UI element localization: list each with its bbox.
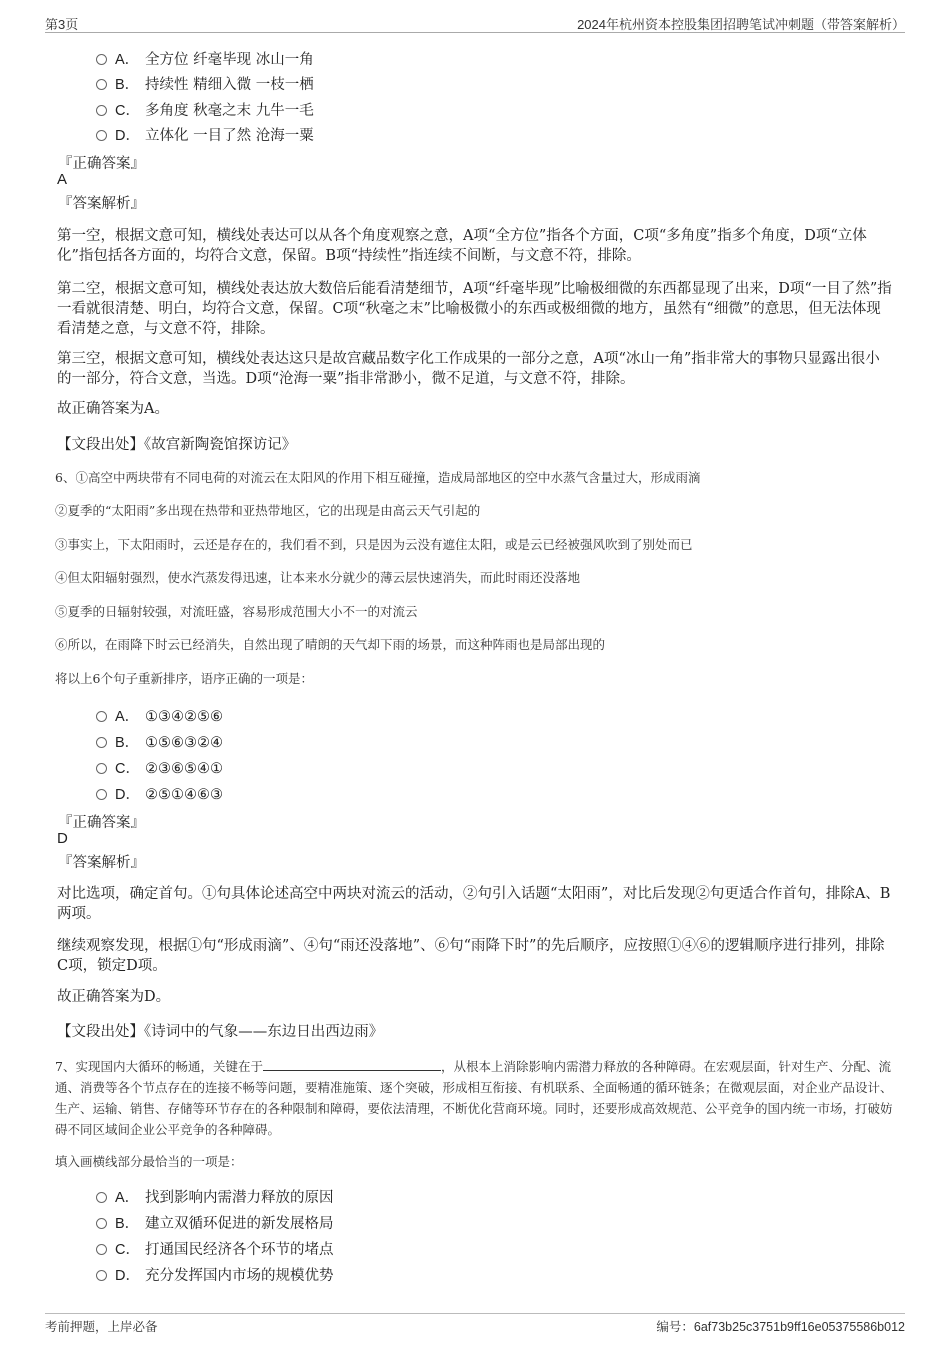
- option-letter: D．: [115, 128, 140, 144]
- option-text: 立体化 一目了然 沧海一粟: [145, 128, 314, 144]
- option-letter: D．: [115, 787, 140, 803]
- q6-analysis-1: 对比选项，确定首句。①句具体论述高空中两块对流云的活动，②句引入话题“太阳雨”，对比后发现②句更适合作首句，排除A、B两项。: [57, 886, 891, 922]
- option-text: ②③⑥⑤④①: [145, 761, 223, 777]
- q6-option-d[interactable]: [96, 783, 223, 805]
- q5-analysis-3: 第三空，根据文意可知，横线处表达这只是故宫藏品数字化工作成果的一部分之意，A项“冰山一角”指非常大的事物只显露出很小的一部分，符合文意，当选。D项“沧海一粟”指非常渺小，微不足道，与文意不符，排除。: [57, 351, 880, 387]
- q5-option-b[interactable]: [96, 73, 314, 95]
- option-letter: B．: [115, 735, 140, 751]
- q5-answer: A: [57, 171, 68, 188]
- q6-sentence-6: ⑥所以，在雨降下时云已经消失，自然出现了晴朗的天气却下雨的场景，而这种阵雨也是局部出现的: [55, 637, 606, 652]
- option-text: ①③④②⑤⑥: [145, 709, 223, 725]
- q6-analysis-2: 继续观察发现，根据①句“形成雨滴”、④句“雨还没落地”、⑥句“雨降下时”的先后顺序，应按照①④⑥的逻辑顺序进行排列，排除C项，锁定D项。: [57, 938, 885, 974]
- radio-icon[interactable]: [96, 1270, 107, 1281]
- answer-blank: [263, 1058, 441, 1071]
- option-text: ①⑤⑥③②④: [145, 735, 223, 751]
- q5-analysis-label: 『答案解析』: [58, 196, 145, 212]
- q6-sentence-4: ④但太阳辐射强烈，使水汽蒸发得迅速，让本来水分就少的薄云层快速消失，而此时雨还没落地: [55, 570, 581, 585]
- option-text: 建立双循环促进的新发展格局: [145, 1216, 334, 1232]
- q7-option-c[interactable]: [96, 1238, 334, 1260]
- footer-slogan: 考前押题，上岸必备: [45, 1320, 158, 1334]
- option-text: 找到影响内需潜力释放的原因: [145, 1190, 334, 1206]
- radio-icon[interactable]: [96, 1192, 107, 1203]
- radio-icon[interactable]: [96, 737, 107, 748]
- option-letter: D．: [115, 1268, 140, 1284]
- q5-option-a[interactable]: [96, 48, 314, 70]
- q6-option-a[interactable]: [96, 705, 223, 727]
- q7-option-a[interactable]: [96, 1186, 334, 1208]
- q5-option-d[interactable]: [96, 124, 314, 146]
- q5-option-c[interactable]: [96, 99, 314, 121]
- option-letter: A．: [115, 52, 140, 68]
- option-letter: A．: [115, 709, 140, 725]
- q5-answer-label: 『正确答案』: [58, 156, 145, 172]
- radio-icon[interactable]: [96, 711, 107, 722]
- option-text: 打通国民经济各个环节的堵点: [145, 1242, 334, 1258]
- option-letter: B．: [115, 77, 140, 93]
- q7-stem-rest: ，从根本上消除影响内需潜力释放的各种障碍。在宏观层面，针对生产、分配、流通、消费等各个节点存在的连接不畅等问题，要精准施策、逐个突破，形成相互衔接、有机联系、全面畅通的循环链条；在微观层面，对企业产品设计、生产、运输、销售、存储等环节存在的各种限制和障碍，要依法清理，不断优化营商环境。同时，还要形成高效规范、公平竞争的国内统一市场，打破妨碍不同区域间企业公平竞争的各种障碍。: [55, 1059, 893, 1137]
- q5-analysis-2: 第二空，根据文意可知，横线处表达放大数倍后能看清楚细节，A项“纤毫毕现”比喻极细微的东西都显现了出来，D项“一目了然”指一看就很清楚、明白，均符合文意，保留。C项“秋毫之末”比喻极微小的东西或极细微的地方，虽然有“细微”的意思，但无法体现看清楚之意，与文意不符，排除。: [57, 281, 892, 337]
- radio-icon[interactable]: [96, 54, 107, 65]
- q7-option-b[interactable]: [96, 1212, 334, 1234]
- q5-analysis-4: 故正确答案为A。: [57, 401, 169, 417]
- option-text: 全方位 纤毫毕现 冰山一角: [145, 52, 314, 68]
- q6-analysis-label: 『答案解析』: [58, 855, 145, 871]
- document-title: 2024年杭州资本控股集团招聘笔试冲刺题（带答案解析）: [577, 17, 905, 32]
- q7-option-d[interactable]: [96, 1264, 334, 1286]
- option-letter: C．: [115, 1242, 140, 1258]
- page-footer: [45, 1313, 905, 1334]
- option-letter: A．: [115, 1190, 140, 1206]
- radio-icon[interactable]: [96, 1218, 107, 1229]
- q6-answer: D: [57, 830, 68, 847]
- option-text: 充分发挥国内市场的规模优势: [145, 1268, 334, 1284]
- q7-stem: [55, 1056, 895, 1140]
- q6-option-c[interactable]: [96, 757, 223, 779]
- q6-option-b[interactable]: [96, 731, 223, 753]
- option-text: ②⑤①④⑥③: [145, 787, 223, 803]
- q7-stem-start: 7、实现国内大循环的畅通，关键在于: [55, 1059, 263, 1074]
- option-letter: C．: [115, 761, 140, 777]
- option-letter: B．: [115, 1216, 140, 1232]
- radio-icon[interactable]: [96, 105, 107, 116]
- q6-prompt: 将以上6个句子重新排序，语序正确的一项是：: [55, 671, 313, 686]
- q6-sentence-2: ②夏季的“太阳雨”多出现在热带和亚热带地区，它的出现是由高云天气引起的: [55, 503, 481, 518]
- radio-icon[interactable]: [96, 789, 107, 800]
- page-number: 第3页: [45, 17, 79, 32]
- radio-icon[interactable]: [96, 763, 107, 774]
- q5-analysis-1: 第一空，根据文意可知，横线处表达可以从各个角度观察之意，A项“全方位”指各个方面，C项“多角度”指多个角度，D项“立体化”指包括各方面的，均符合文意，保留。B项“持续性”指连续不间断，与文意不符，排除。: [57, 228, 867, 264]
- option-letter: C．: [115, 103, 140, 119]
- q6-sentence-5: ⑤夏季的日辐射较强，对流旺盛，容易形成范围大小不一的对流云: [55, 604, 418, 619]
- q7-prompt: 填入画横线部分最恰当的一项是：: [55, 1154, 243, 1169]
- option-text: 多角度 秋毫之末 九牛一毛: [145, 103, 314, 119]
- radio-icon[interactable]: [96, 1244, 107, 1255]
- page-header: [45, 12, 905, 33]
- q6-sentence-1: 6、①高空中两块带有不同电荷的对流云在太阳风的作用下相互碰撞，造成局部地区的空中水蒸气含量过大，形成雨滴: [55, 470, 701, 485]
- q6-source: 【文段出处】《诗词中的气象——东边日出西边雨》: [57, 1024, 384, 1040]
- radio-icon[interactable]: [96, 79, 107, 90]
- radio-icon[interactable]: [96, 130, 107, 141]
- q6-sentence-3: ③事实上，下太阳雨时，云还是存在的，我们看不到，只是因为云没有遮住太阳，或是云已经被强风吹到了别处而已: [55, 537, 693, 552]
- option-text: 持续性 精细入微 一枝一栖: [145, 77, 314, 93]
- q6-analysis-3: 故正确答案为D。: [57, 989, 171, 1005]
- q5-source: 【文段出处】《故宫新陶瓷馆探访记》: [57, 437, 297, 453]
- q6-answer-label: 『正确答案』: [58, 815, 145, 831]
- document-id: 编号：6af73b25c3751b9ff16e05375586b012: [656, 1320, 905, 1334]
